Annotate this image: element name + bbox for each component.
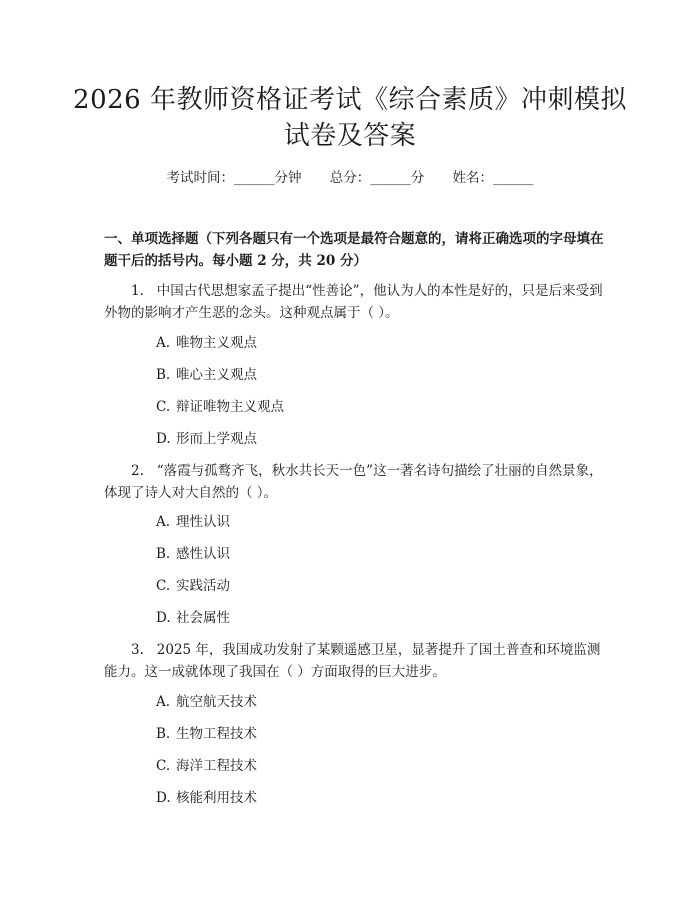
option-letter: C. xyxy=(156,758,171,774)
option-letter: B. xyxy=(156,726,171,742)
option-3-a xyxy=(156,692,257,712)
option-2-d xyxy=(156,608,230,628)
option-letter: B. xyxy=(156,367,171,383)
option-letter: C. xyxy=(156,578,171,594)
question-number: 2. xyxy=(131,463,144,479)
question-stem: 中国古代思想家孟子提出“性善论”，他认为人的本性是好的，只是后来受到外物的影响才产生恶的念头。这种观点属于（ ）。 xyxy=(104,283,603,321)
option-letter: A. xyxy=(156,514,171,530)
option-text: 实践活动 xyxy=(176,578,230,594)
question-3 xyxy=(104,639,604,683)
question-number: 1. xyxy=(131,283,144,299)
option-text: 海洋工程技术 xyxy=(176,758,257,774)
option-text: 感性认识 xyxy=(176,546,230,562)
option-3-c xyxy=(156,756,257,776)
question-2 xyxy=(104,460,604,504)
option-letter: D. xyxy=(156,610,171,626)
option-1-c xyxy=(156,397,284,417)
option-2-b xyxy=(156,544,230,564)
section-heading: 一、单项选择题（下列各题只有一个选项是最符合题意的，请将正确选项的字母填在题干后的括号内。每小题 2 分，共 20 分） xyxy=(104,231,604,269)
exam-info-line xyxy=(0,168,700,188)
option-text: 核能利用技术 xyxy=(176,790,257,806)
total-score-label: 总分：______分 xyxy=(329,170,425,186)
option-letter: D. xyxy=(156,790,171,806)
option-text: 辩证唯物主义观点 xyxy=(176,399,284,415)
option-2-c xyxy=(156,576,230,596)
option-1-b xyxy=(156,365,257,385)
option-letter: C. xyxy=(156,399,171,415)
option-text: 理性认识 xyxy=(176,514,230,530)
option-letter: B. xyxy=(156,546,171,562)
question-stem: 2025 年，我国成功发射了某颗遥感卫星，显著提升了国土普查和环境监测能力。这一成就体现了我国在（ ）方面取得的巨大进步。 xyxy=(104,642,601,680)
option-text: 航空航天技术 xyxy=(176,694,257,710)
document-title: 2026 年教师资格证考试《综合素质》冲刺模拟试卷及答案 xyxy=(73,85,627,151)
option-2-a xyxy=(156,512,230,532)
question-number: 3. xyxy=(131,642,144,658)
option-letter: D. xyxy=(156,431,171,447)
name-label: 姓名：______ xyxy=(452,170,534,186)
option-3-b xyxy=(156,724,257,744)
option-letter: A. xyxy=(156,694,171,710)
option-text: 唯心主义观点 xyxy=(176,367,257,383)
option-text: 唯物主义观点 xyxy=(176,335,257,351)
option-3-d xyxy=(156,788,257,808)
option-1-a xyxy=(156,333,257,353)
option-text: 生物工程技术 xyxy=(176,726,257,742)
exam-time-label: 考试时间：______分钟 xyxy=(166,170,302,186)
option-text: 社会属性 xyxy=(176,610,230,626)
option-letter: A. xyxy=(156,335,171,351)
question-stem: “落霞与孤鹜齐飞，秋水共长天一色”这一著名诗句描绘了壮丽的自然景象，体现了诗人对大自然的（ ）。 xyxy=(104,463,603,501)
option-1-d xyxy=(156,429,257,449)
option-text: 形而上学观点 xyxy=(176,431,257,447)
question-1 xyxy=(104,280,604,324)
